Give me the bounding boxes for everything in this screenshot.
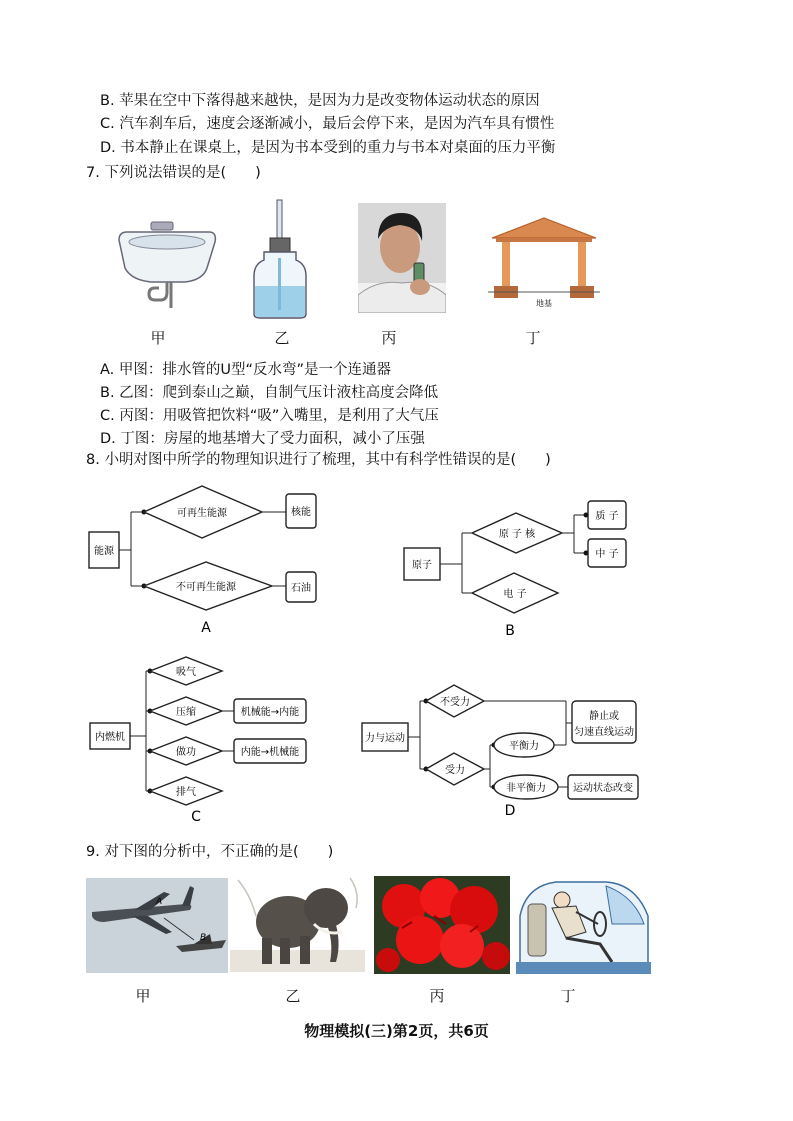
q7-option-b: B. 乙图：爬到泰山之巅，自制气压计液柱高度会降低 (100, 385, 439, 401)
diagram-b-electron: 电 子 (503, 589, 527, 600)
q7-caption-bing: 丙 (381, 329, 397, 347)
house-foundation-figure (488, 214, 600, 310)
q7-caption-yi: 乙 (274, 329, 290, 347)
diagram-d-no-force: 不受力 (440, 697, 470, 708)
foundation-label: 地基 (536, 299, 552, 308)
q7-option-d: D. 丁图：房屋的地基增大了受力面积，减小了压强 (100, 431, 425, 447)
diagram-d-label: D (504, 803, 516, 819)
planes-refueling-photo (86, 878, 228, 973)
diagram-b-label: B (505, 623, 515, 639)
diagram-b-root: 原子 (412, 560, 432, 571)
q6-option-d: D. 书本静止在课桌上，是因为书本受到的重力与书本对桌面的压力平衡 (100, 140, 556, 156)
diagram-c-exhaust: 排气 (176, 787, 196, 798)
diagram-a-label: A (201, 620, 211, 636)
q6-option-c: C. 汽车刹车后，速度会逐渐减小，最后会停下来，是因为汽车具有惯性 (100, 116, 555, 132)
plane-a-label: A (156, 897, 163, 907)
diagram-c-energy2: 内能→机械能 (240, 747, 300, 758)
diagram-a-energy (86, 482, 326, 637)
q9-caption-yi: 乙 (285, 987, 301, 1005)
diagram-a-root: 能源 (94, 546, 114, 557)
q9-caption-jia: 甲 (135, 987, 151, 1005)
diagram-d-balanced: 平衡力 (509, 741, 539, 752)
q7-stem: 7. 下列说法错误的是( ) (86, 165, 261, 181)
diagram-c-root: 内燃机 (95, 732, 125, 743)
driver-car-drawing (516, 876, 651, 974)
person-drinking-photo (358, 203, 446, 313)
q9-stem: 9. 对下图的分析中，不正确的是( ) (86, 844, 334, 860)
diagram-c-compression: 压缩 (176, 707, 196, 718)
diagram-c-intake: 吸气 (176, 667, 196, 678)
red-flowers-photo (374, 876, 510, 974)
diagram-a-nuclear: 核能 (291, 507, 311, 518)
plane-b-label: B (200, 933, 207, 943)
diagram-d-result1b: 匀速直线运动 (574, 727, 634, 738)
diagram-b-proton: 质 子 (595, 511, 619, 522)
q9-caption-bing: 丙 (429, 987, 445, 1005)
diagram-b-nucleus: 原 子 核 (498, 529, 536, 540)
q7-caption-ding: 丁 (525, 329, 541, 347)
diagram-d-force (358, 675, 643, 820)
q7-option-c: C. 丙图：用吸管把饮料“吸”入嘴里，是利用了大气压 (100, 408, 439, 424)
diagram-d-force-node: 受力 (445, 765, 465, 776)
diagram-b-neutron: 中 子 (595, 549, 619, 560)
diagram-c-engine (86, 655, 316, 827)
sink-figure (115, 218, 220, 313)
diagram-a-renewable: 可再生能源 (177, 508, 227, 519)
diagram-c-power: 做功 (176, 747, 196, 758)
diagram-d-result1a: 静止或 (589, 711, 619, 722)
q7-caption-jia: 甲 (150, 329, 166, 347)
q9-caption-ding: 丁 (560, 987, 576, 1005)
diagram-b-atom (400, 495, 635, 643)
diagram-d-root: 力与运动 (365, 733, 405, 744)
q7-option-a: A. 甲图：排水管的U型“反水弯”是一个连通器 (100, 362, 392, 378)
diagram-a-oil: 石油 (291, 583, 311, 594)
barometer-bottle-figure (250, 198, 310, 320)
page-footer: 物理模拟(三)第2页，共6页 (304, 1022, 489, 1040)
elephant-photo (230, 872, 365, 972)
diagram-d-unbalanced: 非平衡力 (506, 783, 546, 794)
q8-stem: 8. 小明对图中所学的物理知识进行了梳理，其中有科学性错误的是( ) (86, 452, 551, 468)
diagram-a-nonrenewable: 不可再生能源 (176, 582, 236, 593)
diagram-d-result2: 运动状态改变 (573, 783, 633, 794)
diagram-c-energy1: 机械能→内能 (240, 707, 300, 718)
diagram-c-label: C (191, 809, 201, 825)
q6-option-b: B. 苹果在空中下落得越来越快，是因为力是改变物体运动状态的原因 (100, 93, 540, 109)
